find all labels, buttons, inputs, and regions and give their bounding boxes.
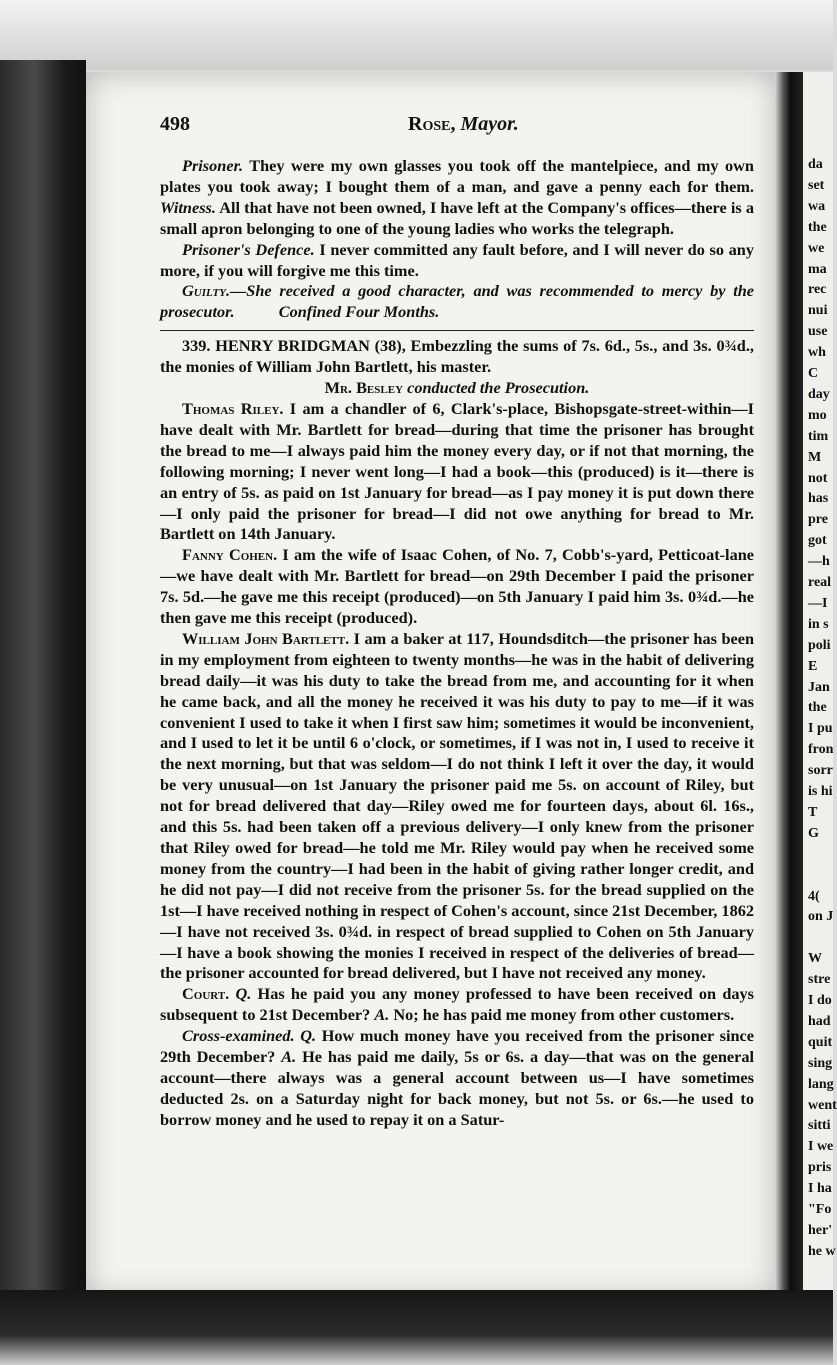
facing-page-text-fragment: wh bbox=[808, 345, 826, 361]
facing-page-text-fragment: tim bbox=[808, 428, 829, 444]
case-heading: 339. HENRY BRIDGMAN (38), Embezzling the sums of 7s. 6d., 5s., and 3s. 0¾d., the monies of William John Bartlett, his master. bbox=[160, 336, 754, 377]
facing-page-text-fragment: —h bbox=[808, 554, 830, 570]
testimony-text: I am a chandler of 6, Clark's-place, Bishopsgate-street-within—I have dealt with Mr. Bartlett for bread—during that time the prisoner has brought the bread to me—I always paid him the money every day, or if not that morning, the following morning; I never went long—I had a book—this (produced) is it—there is an entry of 5s. as paid on 1st January for bread—as I pay money it is put down there—I only paid the prisoner for bread—I did not owe anything for bread to Mr. Bartlett on 14th January. bbox=[160, 398, 755, 544]
facing-page-text-fragment: he w bbox=[808, 1243, 836, 1259]
facing-page-text-fragment: is hi bbox=[808, 784, 833, 799]
testimony-bartlett bbox=[160, 629, 754, 984]
speaker-label: Prisoner. bbox=[182, 156, 244, 175]
facing-page-text-fragment: stre bbox=[808, 972, 831, 988]
facing-page-text-fragment: G bbox=[808, 825, 819, 841]
facing-page-text-fragment: E bbox=[808, 658, 818, 674]
witness-name: William John Bartlett. bbox=[182, 628, 350, 648]
page-text bbox=[160, 156, 754, 1131]
facing-page-text-fragment: mo bbox=[808, 407, 827, 423]
cross-examination bbox=[160, 1026, 754, 1131]
facing-page-text-fragment: rec bbox=[808, 282, 827, 298]
facing-page-text-fragment: 4( bbox=[808, 888, 820, 904]
facing-page-text-fragment: has bbox=[808, 491, 829, 507]
page-header bbox=[160, 113, 760, 143]
facing-page-text-fragment: "Fo bbox=[808, 1202, 832, 1217]
facing-page-text-fragment: —I bbox=[808, 595, 828, 611]
facing-page-text-fragment: got bbox=[808, 533, 827, 549]
facing-page-text-fragment: on J bbox=[808, 909, 834, 925]
answer-marker: A. bbox=[281, 1047, 297, 1067]
speaker-label: Witness. bbox=[160, 197, 216, 217]
facing-page-text-fragment: in s bbox=[808, 616, 829, 632]
court-label: Court. bbox=[182, 984, 230, 1004]
answer-text: He has paid me daily, 5s or 6s. a day—that was on the general account—there always was a general account between us—I have sometimes deducted 2s. on a Saturday night for back money, but not 5s. or 6s.—he used to borrow money and he used to repay it on a Satur- bbox=[160, 1047, 755, 1129]
sentence-text: Confined Four Months. bbox=[278, 302, 440, 322]
statement-text: All that have not been owned, I have left at the Company's offices—there is a small apron belonging to one of the young ladies who works the telegraph. bbox=[160, 197, 754, 238]
facing-page-text-fragment: sorr bbox=[808, 763, 833, 779]
testimony-text: I am a baker at 117, Houndsditch—the prisoner has been in my employment from eighteen to twenty months—he was in the habit of delivering bread daily—it was his duty to take the bread from me, and accounting for it when he came back, and all the money he received it was his duty to pay to me—if it was convenient I used to take it when I first saw him; sometimes it would be inconvenient, and I used to let it be until 6 o'clock, or sometimes, if I was not in, I used to receive it the next morning, but that was seldom—I do not think I left it over the day, it would be very unusual—on 1st January the prisoner paid me 5s. on account of Riley, but not for bread delivered that day—Riley owed me for fourteen days, about 6l. 16s., and this 5s. had been taken off a previous delivery—I only knew from the prisoner that Riley owed for bread—he told me Mr. Riley would pay when he received some money from the country—I had been in the habit of giving rather longer credit, and he did not pay—I did not receive from the prisoner 5s. for the bread supplied on the 1st—I have received nothing in respect of Cohen's account, since 21st December, 1862—I have not received 3s. 0¾d. in respect of bread supplied to Cohen on 5th January—I have a book showing the monies I received in respect of the deliveries of bread—the prisoner accounted for bread delivered, but I have not received any money. bbox=[160, 628, 755, 983]
verdict-text: —She received a good character, and was recommended to mercy by the prosecutor. bbox=[160, 281, 754, 322]
speaker-label: Prisoner's Defence. bbox=[182, 239, 315, 259]
facing-page-text-fragment: Jan bbox=[808, 679, 830, 695]
witness-name: Thomas Riley. bbox=[182, 398, 284, 418]
facing-page-text-fragment: nui bbox=[808, 303, 828, 319]
statement-text: They were my own glasses you took off the mantelpiece, and my own plates you took away; I bought them of a man, and gave a penny each for them. bbox=[160, 156, 754, 196]
facing-page-fragment bbox=[803, 72, 837, 1298]
running-head bbox=[408, 113, 519, 136]
testimony-riley bbox=[160, 399, 754, 545]
question-marker: Q. bbox=[235, 984, 252, 1004]
facing-page-text-fragment: use bbox=[808, 324, 828, 340]
witness-name: Fanny Cohen. bbox=[182, 545, 278, 565]
facing-page-text-fragment: fron bbox=[808, 742, 834, 758]
running-head-title: Mayor. bbox=[460, 113, 519, 135]
page-number: 498 bbox=[160, 113, 190, 135]
facing-page-text-fragment: had bbox=[808, 1013, 831, 1029]
facing-page-text-fragment: quit bbox=[808, 1034, 833, 1050]
facing-page-text-fragment: set bbox=[808, 177, 825, 193]
verdict bbox=[160, 281, 754, 323]
facing-page-text-fragment: pris bbox=[808, 1160, 832, 1176]
book-gutter bbox=[775, 72, 803, 1302]
question-marker: Q. bbox=[300, 1026, 317, 1046]
counsel-line bbox=[160, 378, 754, 399]
facing-page-text-fragment: went bbox=[808, 1097, 837, 1113]
verdict-label: Guilty. bbox=[182, 281, 231, 301]
testimony-text: I am the wife of Isaac Cohen, of No. 7, Cobb's-yard, Petticoat-lane—we have dealt with Mr. Bartlett for bread—on 29th December I paid the prisoner 7s. 5d.—he gave me this receipt (produced)—on 5th January I paid him 3s. 0¾d.—he then gave me this receipt (produced). bbox=[160, 545, 754, 628]
facing-page-text-fragment: real bbox=[808, 575, 832, 590]
question-text: How much money have you received from the prisoner since 29th December? bbox=[160, 1026, 754, 1067]
facing-page-text-fragment: lang bbox=[808, 1076, 834, 1092]
facing-page-text-fragment: I we bbox=[808, 1139, 834, 1155]
facing-page-text-fragment: not bbox=[808, 470, 828, 486]
court-question bbox=[160, 984, 754, 1026]
prisoner-statement bbox=[160, 156, 754, 240]
section-divider bbox=[160, 330, 754, 331]
facing-page-text-fragment: I ha bbox=[808, 1181, 832, 1197]
facing-page-text-fragment: C bbox=[808, 366, 819, 381]
cross-label: Cross-examined. bbox=[182, 1026, 295, 1046]
counsel-text: conducted the Prosecution. bbox=[407, 378, 590, 398]
prisoner-defence bbox=[160, 240, 754, 282]
counsel-name: Mr. Besley bbox=[324, 378, 404, 398]
facing-page-text-fragment: W bbox=[808, 951, 822, 967]
facing-page-text-fragment: I pu bbox=[808, 721, 833, 737]
facing-page-text-fragment: pre bbox=[808, 512, 828, 528]
facing-page-text-fragment: poli bbox=[808, 637, 831, 653]
facing-page-text-fragment: sitti bbox=[808, 1118, 831, 1134]
facing-page-text-fragment: the bbox=[808, 219, 827, 235]
facing-page-text-fragment: her' bbox=[808, 1222, 833, 1238]
facing-page-text-fragment: ma bbox=[808, 261, 827, 277]
facing-page-text-fragment: T bbox=[808, 804, 818, 820]
facing-page-text-fragment: we bbox=[808, 240, 825, 256]
facing-page-text-fragment: M bbox=[808, 449, 822, 465]
answer-marker: A. bbox=[374, 1005, 390, 1025]
facing-page-text-fragment: da bbox=[808, 157, 823, 172]
scan-top-background bbox=[0, 0, 833, 70]
facing-page-text-fragment: wa bbox=[808, 198, 826, 214]
facing-page-text-fragment: I do bbox=[808, 993, 832, 1008]
question-text: Has he paid you any money professed to have been received on days subsequent to 21st December? bbox=[160, 984, 755, 1025]
facing-page-text-fragment: sing bbox=[808, 1055, 833, 1071]
testimony-cohen bbox=[160, 545, 754, 629]
scan-bottom-edge bbox=[0, 1290, 833, 1365]
statement-text: I never committed any fault before, and I will never do so any more, if you will forgive me this time. bbox=[160, 239, 755, 280]
facing-page-text-fragment: day bbox=[808, 386, 830, 402]
scan-left-edge bbox=[0, 60, 86, 1365]
running-head-name: Rose, bbox=[408, 113, 456, 135]
answer-text: No; he has paid me money from other customers. bbox=[393, 1005, 735, 1025]
facing-page-text-fragment: the bbox=[808, 700, 827, 716]
